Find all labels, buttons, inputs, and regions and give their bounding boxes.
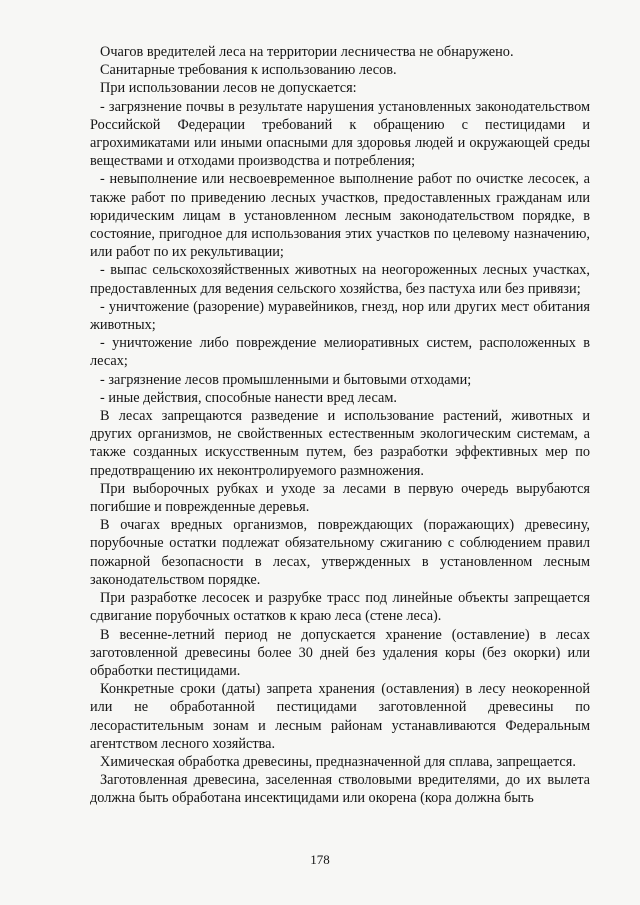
paragraph-infested-wood: Заготовленная древесина, заселенная стволовыми вредителями, до их вылета должна быть обработана инсектицидами или окорена (кора должна быть — [90, 772, 590, 807]
page-number: 178 — [310, 852, 330, 867]
paragraph-not-allowed: При использовании лесов не допускается: — [100, 80, 357, 97]
paragraph-no-pests: Очагов вредителей леса на территории лесничества не обнаружено. — [100, 44, 514, 60]
paragraph-route-clearing: При разработке лесосек и разрубке трасс под линейные объекты запрещается сдвигание порубочных остатков к краю леса (стене леса). — [90, 590, 590, 625]
paragraph-storage-terms: Конкретные сроки (даты) запрета хранения (оставления) в лесу неокоренной или не обработанной пестицидами заготовленной древесины по лесорастительным зонам и лесным районам устанавливаются Федеральным агентством лесного хозяйства. — [90, 681, 590, 752]
paragraph-selective-felling: При выборочных рубках и уходе за лесами в первую очередь вырубаются погибшие и поврежденные деревья. — [90, 480, 590, 516]
list-item-drainage-damage: - уничтожение либо повреждение мелиоративных систем, расположенных в лесах; — [90, 335, 590, 370]
paragraph-sanitary-heading: Санитарные требования к использованию лесов. — [100, 62, 397, 79]
list-item-habitat-destruction: - уничтожение (разорение) муравейников, гнезд, нор или других мест обитания животных; — [90, 298, 590, 334]
paragraph-alien-species: В лесах запрещаются разведение и использование растений, животных и других организмов, не свойственных естественным экологическим системам, а также созданных искусственным путем, без разработки эффективных мер по предотвращению их неконтролируемого размножения. — [90, 408, 590, 479]
paragraph-residue-burning: В очагах вредных организмов, повреждающих (поражающих) древесину, порубочные остатки подлежат обязательному сжиганию с соблюдением правил пожарной безопасности в лесах, утвержденных в установленном лесным законодательством порядке. — [90, 517, 590, 588]
list-item-grazing: - выпас сельскохозяйственных животных на неогороженных лесных участках, предоставленных для ведения сельского хозяйства, без пастуха или без привязи; — [90, 262, 590, 297]
body-text — [90, 43, 590, 808]
list-item-soil-pollution: - загрязнение почвы в результате нарушения установленных законодательством Российской Федерации требований к обращению с пестицидами и агрохимикатами или иными опасными для здоровья людей и окружающей среды веществами и отходами производства и потребления; — [90, 98, 590, 170]
list-item-cleanup-failure: - невыполнение или несвоевременное выполнение работ по очистке лесосек, а также работ по приведению лесных участков, предоставленных гражданам или юридическим лицам в установленном лесным законодательством порядке, в состояние, пригодное для использования этих участков по целевому назначению, или работ по их рекультивации; — [90, 171, 590, 261]
paragraph-wood-storage: В весенне-летний период не допускается хранение (оставление) в лесах заготовленной древесины более 30 дней без удаления коры (без окорки) или обработки пестицидами. — [90, 626, 590, 679]
list-item-other-harm: - иные действия, способные нанести вред лесам. — [100, 389, 397, 406]
list-item-waste-pollution: - загрязнение лесов промышленными и бытовыми отходами; — [100, 371, 472, 388]
paragraph-chemical-treatment: Химическая обработка древесины, предназначенной для сплава, запрещается. — [100, 753, 576, 770]
